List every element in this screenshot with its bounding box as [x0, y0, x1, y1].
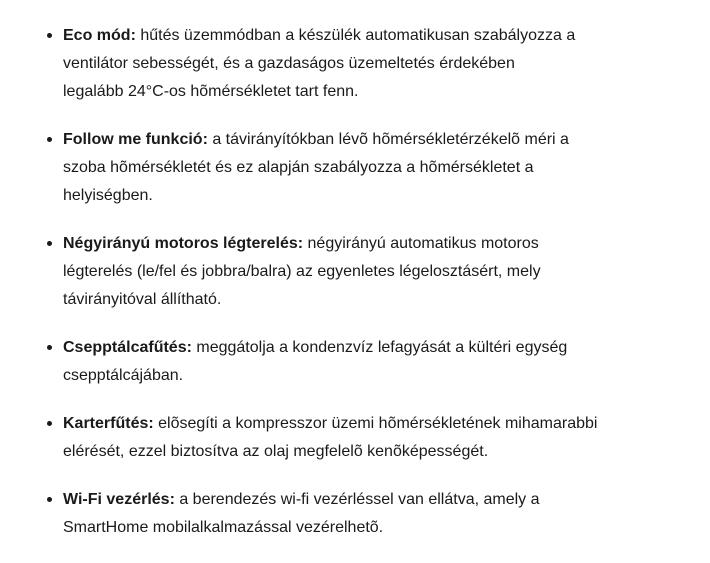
feature-list: [46, 22, 678, 542]
feature-text-line: SmartHome mobilalkalmazással vezérelhetõ.: [63, 519, 384, 536]
bullet-icon: [47, 345, 52, 350]
feature-label: Csepptálcafűtés:: [63, 339, 192, 356]
feature-text-line: legalább 24°C-os hõmérsékletet tart fenn.: [63, 83, 359, 100]
feature-text-line: szoba hõmérsékletét és ez alapján szabályozza a hõmérsékletet a: [63, 159, 534, 176]
feature-label: Wi-Fi vezérlés:: [63, 491, 175, 508]
feature-text-line: légterelés (le/fel és jobbra/balra) az egyenletes légelosztásért, mely: [63, 263, 541, 280]
feature-text-line: elõsegíti a kompresszor üzemi hõmérsékletének mihamarabbi: [153, 415, 598, 432]
feature-label: Karterfűtés:: [63, 415, 154, 432]
feature-label: Négyirányú motoros légterelés:: [63, 235, 304, 252]
bullet-icon: [47, 497, 52, 502]
feature-label: Eco mód:: [63, 27, 136, 44]
feature-text-line: a berendezés wi-fi vezérléssel van ellátva, amely a: [174, 491, 540, 508]
bullet-icon: [47, 421, 52, 426]
feature-text-line: négyirányú automatikus motoros: [303, 235, 539, 252]
feature-text-line: helyiségben.: [63, 187, 153, 204]
feature-text-line: ventilátor sebességét, és a gazdaságos üzemeltetés érdekében: [63, 55, 515, 72]
feature-text-line: a távirányítókban lévõ hõmérsékletérzékelõ méri a: [207, 131, 569, 148]
list-item-follow-me: [46, 126, 678, 210]
bullet-icon: [47, 137, 52, 142]
feature-text-line: meggátolja a kondenzvíz lefagyását a kültéri egység: [191, 339, 568, 356]
bullet-icon: [47, 241, 52, 246]
feature-text-line: elérését, ezzel biztosítva az olaj megfelelõ kenõképességét.: [63, 443, 489, 460]
list-item-four-way-louver: [46, 230, 678, 314]
list-item-crankcase-heating: [46, 410, 678, 466]
bullet-icon: [47, 33, 52, 38]
list-item-eco-mode: [46, 22, 678, 106]
feature-text-line: távirányitóval állítható.: [63, 291, 222, 308]
feature-label: Follow me funkció:: [63, 131, 208, 148]
feature-text-line: hűtés üzemmódban a készülék automatikusan szabályozza a: [135, 27, 576, 44]
feature-text-line: csepptálcájában.: [63, 367, 184, 384]
list-item-wifi-control: [46, 486, 678, 542]
list-item-drip-tray-heating: [46, 334, 678, 390]
